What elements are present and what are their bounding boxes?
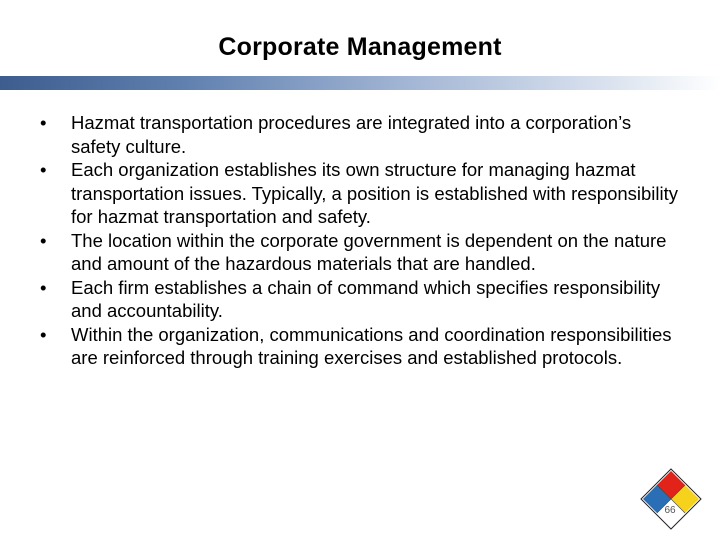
bullet-item <box>40 158 685 229</box>
slide-title: Corporate Management <box>218 33 502 61</box>
bullet-item <box>40 323 685 370</box>
bullet-list <box>40 111 685 370</box>
nfpa-diamond-icon <box>640 468 702 530</box>
page-number: 66 <box>664 505 676 516</box>
bullet-marker: • <box>40 112 47 133</box>
bullet-marker: • <box>40 229 47 251</box>
bullet-text: Each firm establishes a chain of command which specifies responsibility and accountability. <box>71 276 661 321</box>
bullet-item <box>40 229 685 276</box>
bullet-item <box>40 276 685 323</box>
bullet-marker: • <box>40 323 47 345</box>
bullet-marker: • <box>40 159 47 180</box>
bullet-item <box>40 111 685 158</box>
bullet-marker: • <box>40 276 47 298</box>
bullet-text: Within the organization, communications and coordination responsibilities are reinforced through training exercises and established protocols. <box>71 323 672 368</box>
bullet-text: Each organization establishes its own structure for managing hazmat transportation issues. Typically, a position is established with responsibility for hazmat transportation and safety. <box>71 159 679 227</box>
bullet-text: The location within the corporate government is dependent on the nature and amount of the hazardous materials that are handled. <box>71 229 667 274</box>
title-underline-bar <box>0 76 720 90</box>
bullet-text: Hazmat transportation procedures are integrated into a corporation’s safety culture. <box>71 112 632 157</box>
